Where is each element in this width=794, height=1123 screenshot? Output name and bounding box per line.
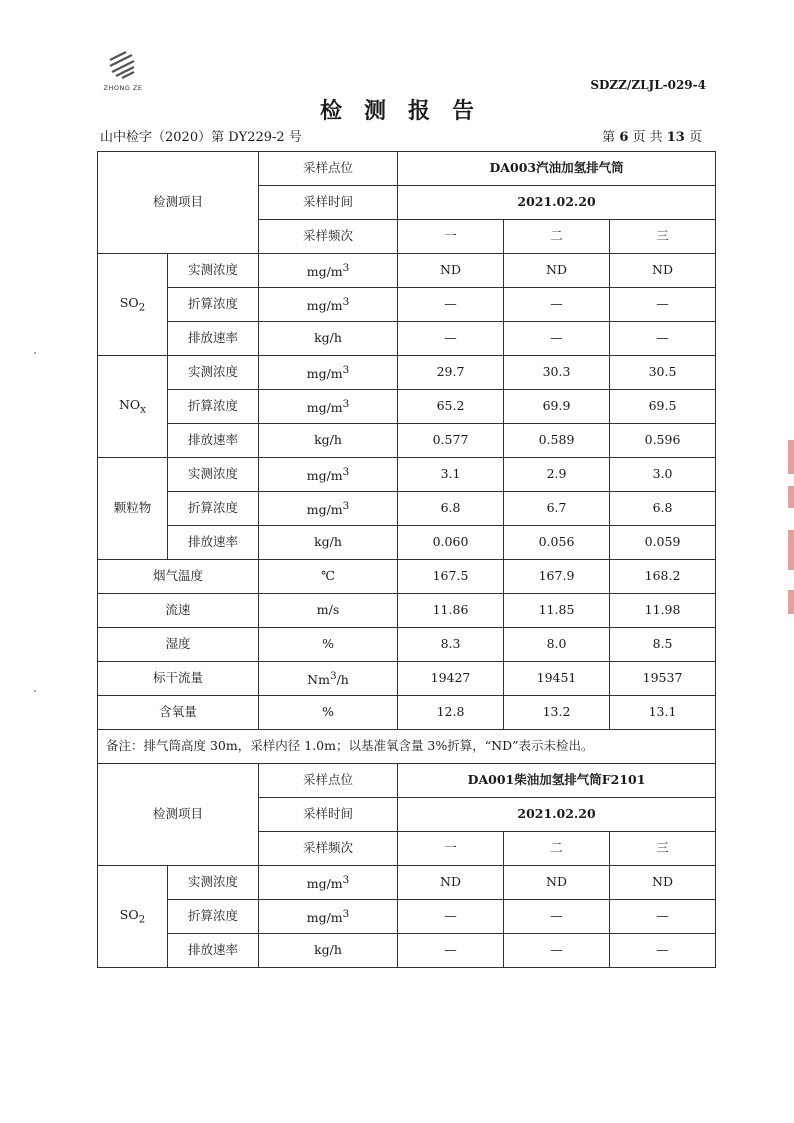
point-value: DA003汽油加氢排气筒 [398, 152, 716, 186]
value-cell: 11.98 [610, 594, 716, 628]
value-cell: 167.5 [398, 560, 504, 594]
freq-cell: 二 [504, 220, 610, 254]
unit-cell: $mg/m^3$ [259, 390, 398, 424]
pollutant-name: $NO_x$ [98, 356, 168, 458]
unit-cell: % [259, 628, 398, 662]
param-label: 折算浓度 [168, 492, 259, 526]
param-label: 排放速率 [168, 526, 259, 560]
unit-cell: $mg/m^3$ [259, 458, 398, 492]
value-cell: — [610, 288, 716, 322]
param-label: 实测浓度 [168, 866, 259, 900]
value-cell: ND [610, 866, 716, 900]
table-row [98, 560, 716, 594]
unit-cell: $mg/m^3$ [259, 866, 398, 900]
pollutant-name: $SO_2$ [98, 254, 168, 356]
table-row [98, 288, 716, 322]
value-cell: 0.577 [398, 424, 504, 458]
time-label: 采样时间 [259, 186, 398, 220]
pollutant-name: $SO_2$ [98, 866, 168, 968]
value-cell: 0.059 [610, 526, 716, 560]
time-value: 2021.02.20 [398, 186, 716, 220]
param-label: 折算浓度 [168, 390, 259, 424]
value-cell: — [398, 900, 504, 934]
value-cell: 30.3 [504, 356, 610, 390]
param-label: 排放速率 [168, 934, 259, 968]
table-row [98, 866, 716, 900]
unit-cell: kg/h [259, 322, 398, 356]
param-label: 折算浓度 [168, 288, 259, 322]
unit-cell: $mg/m^3$ [259, 492, 398, 526]
value-cell: 2.9 [504, 458, 610, 492]
table-row [98, 730, 716, 764]
value-cell: 12.8 [398, 696, 504, 730]
freq-cell: 一 [398, 832, 504, 866]
value-cell: 0.596 [610, 424, 716, 458]
document-number: SDZZ/ZLJL-029-4 [590, 78, 706, 92]
report-number: 山中检字（2020）第 DY229-2 号 [100, 130, 302, 145]
value-cell: 168.2 [610, 560, 716, 594]
value-cell: — [398, 934, 504, 968]
value-cell: 19537 [610, 662, 716, 696]
value-cell: 30.5 [610, 356, 716, 390]
page-indicator: 第 6 页 共 13 页 [602, 130, 702, 145]
value-cell: 3.0 [610, 458, 716, 492]
unit-cell: $mg/m^3$ [259, 254, 398, 288]
table-row [98, 594, 716, 628]
value-cell: 8.0 [504, 628, 610, 662]
value-cell: 0.589 [504, 424, 610, 458]
unit-cell: $mg/m^3$ [259, 356, 398, 390]
table-row [98, 254, 716, 288]
unit-cell: $mg/m^3$ [259, 900, 398, 934]
value-cell: — [504, 288, 610, 322]
page-title: 检测报告 [319, 98, 496, 124]
value-cell: 11.85 [504, 594, 610, 628]
unit-cell: kg/h [259, 526, 398, 560]
value-cell: — [504, 934, 610, 968]
item-label-cell: 检测项目 [98, 152, 259, 254]
page-total: 13 [666, 130, 685, 145]
value-cell: — [610, 322, 716, 356]
value-cell: 13.2 [504, 696, 610, 730]
time-value: 2021.02.20 [398, 798, 716, 832]
point-label: 采样点位 [259, 152, 398, 186]
value-cell: 0.056 [504, 526, 610, 560]
value-cell: — [610, 900, 716, 934]
freq-cell: 三 [610, 832, 716, 866]
table-row [98, 424, 716, 458]
table-row [98, 152, 716, 186]
value-cell: 0.060 [398, 526, 504, 560]
value-cell: ND [504, 254, 610, 288]
table-row [98, 934, 716, 968]
scan-speck [34, 352, 36, 354]
table-row [98, 356, 716, 390]
value-cell: 6.8 [610, 492, 716, 526]
param-label: 烟气温度 [98, 560, 259, 594]
value-cell: 13.1 [610, 696, 716, 730]
value-cell: 19451 [504, 662, 610, 696]
table-row [98, 458, 716, 492]
scan-speck [34, 690, 36, 692]
value-cell: ND [398, 866, 504, 900]
point-label: 采样点位 [259, 764, 398, 798]
freq-cell: 三 [610, 220, 716, 254]
param-label: 流速 [98, 594, 259, 628]
value-cell: — [610, 934, 716, 968]
pollutant-name: 颗粒物 [98, 458, 168, 560]
table-row [98, 390, 716, 424]
value-cell: 69.9 [504, 390, 610, 424]
param-label: 实测浓度 [168, 254, 259, 288]
unit-cell: kg/h [259, 424, 398, 458]
param-label: 含氧量 [98, 696, 259, 730]
value-cell: ND [504, 866, 610, 900]
value-cell: 65.2 [398, 390, 504, 424]
table-row [98, 322, 716, 356]
freq-cell: 二 [504, 832, 610, 866]
value-cell: — [504, 322, 610, 356]
table-row [98, 696, 716, 730]
table-row [98, 628, 716, 662]
table-row [98, 900, 716, 934]
freq-cell: 一 [398, 220, 504, 254]
value-cell: 11.86 [398, 594, 504, 628]
value-cell: 19427 [398, 662, 504, 696]
unit-cell: % [259, 696, 398, 730]
param-label: 标干流量 [98, 662, 259, 696]
point-value: DA001柴油加氢排气筒F2101 [398, 764, 716, 798]
table-row [98, 662, 716, 696]
unit-cell: $mg/m^3$ [259, 288, 398, 322]
param-label: 排放速率 [168, 424, 259, 458]
table-row [98, 526, 716, 560]
value-cell: 8.5 [610, 628, 716, 662]
value-cell: 29.7 [398, 356, 504, 390]
value-cell: — [398, 322, 504, 356]
param-label: 实测浓度 [168, 356, 259, 390]
time-label: 采样时间 [259, 798, 398, 832]
unit-cell: m/s [259, 594, 398, 628]
value-cell: ND [610, 254, 716, 288]
value-cell: — [398, 288, 504, 322]
value-cell: 167.9 [504, 560, 610, 594]
unit-cell: ℃ [259, 560, 398, 594]
logo-text: ZHONG ZE [103, 84, 143, 92]
results-table [97, 151, 716, 968]
param-label: 折算浓度 [168, 900, 259, 934]
value-cell: 3.1 [398, 458, 504, 492]
unit-cell: Nm$^3$/h [259, 662, 398, 696]
param-label: 湿度 [98, 628, 259, 662]
param-label: 实测浓度 [168, 458, 259, 492]
value-cell: 6.7 [504, 492, 610, 526]
table-row [98, 492, 716, 526]
value-cell: 8.3 [398, 628, 504, 662]
freq-label: 采样频次 [259, 832, 398, 866]
param-label: 排放速率 [168, 322, 259, 356]
value-cell: ND [398, 254, 504, 288]
value-cell: 6.8 [398, 492, 504, 526]
item-label-cell: 检测项目 [98, 764, 259, 866]
page-current: 6 [619, 130, 629, 145]
value-cell: 69.5 [610, 390, 716, 424]
unit-cell: kg/h [259, 934, 398, 968]
freq-label: 采样频次 [259, 220, 398, 254]
value-cell: — [504, 900, 610, 934]
table-note: 备注：排气筒高度 30m，采样内径 1.0m；以基准氧含量 3%折算，“ND”表示未检出。 [98, 730, 716, 764]
table-row [98, 764, 716, 798]
seal-stamp-edge [784, 440, 794, 620]
